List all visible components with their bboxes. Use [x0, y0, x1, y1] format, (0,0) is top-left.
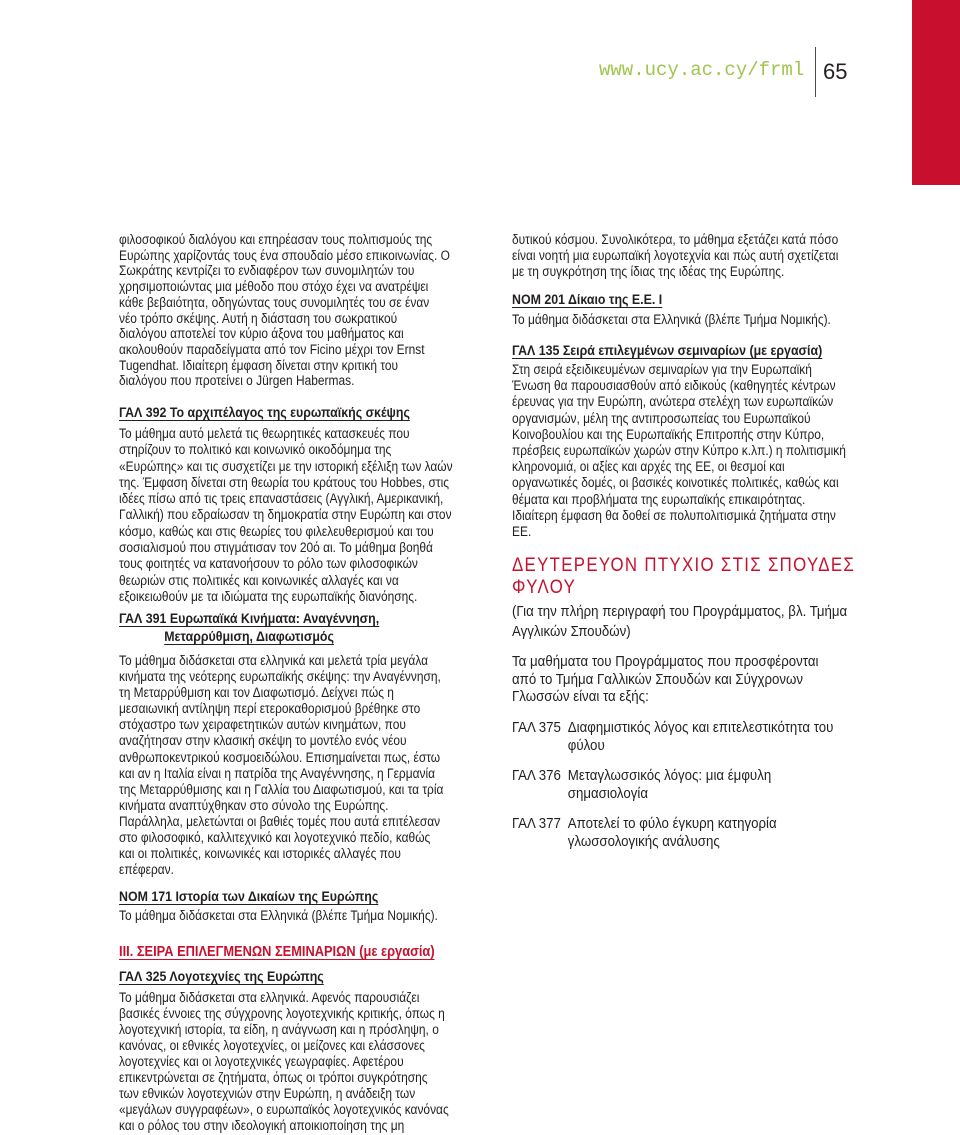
text-line: μεσαιωνική αντίληψη περί ετεροκαθορισμού βρέθηκε στο [119, 701, 421, 717]
text-line: Το μάθημα αυτό μελετά τις θεωρητικές κατασκευές που [119, 426, 410, 441]
course-title [568, 719, 834, 755]
minor-course-row [512, 719, 833, 755]
text-line: «Ευρώπης» και τις συσχετίζει με την ιστορική εξέλιξη των λαών [119, 458, 453, 474]
text-line: χρησιμοποιώντας μια μέθοδο που στόχο έχει να ανατρέψει [119, 279, 429, 295]
text-line: γλωσσολογικής ανάλυσης [567, 833, 720, 850]
left-column [119, 0, 473, 1135]
text-line: Tugendhat. Ιδιαίτερη έμφαση δίνεται στην κριτική του [119, 357, 399, 373]
text-line: λογοτεχνική ιστορία, τα είδη, η ανάγνωση και η πρόσληψη, ο [119, 1022, 439, 1037]
text-line: Ένωση θα παρουσιασθούν από ειδικούς (καθηγητές κέντρων [512, 378, 836, 394]
text-line: κάθε βεβαιότητα, οδηγώντας τους συνομιλητές του σε έναν [119, 294, 430, 310]
text-line: τη Μεταρρύθμιση και τον Διαφωτισμό. Δείχνει πώς η [119, 685, 394, 701]
text-line: και ο ρόλος του στην ιδεολογική αποικιοποίηση της μη [119, 1118, 405, 1133]
text-line: Το μάθημα διδάσκεται στα ελληνικά. Αφενός παρουσιάζει [119, 990, 420, 1005]
text-line: διαλόγου αποτελεί τον κύριο άξονα του μαθήματος και [119, 326, 404, 342]
text-line: κινήματα της νεότερης ευρωπαϊκής σκέψης: την Αναγέννηση, [119, 669, 441, 685]
text-line: ΔΕΥΤΕΡΕΥΟΝ ΠΤΥΧΙΟ ΣΤΙΣ ΣΠΟΥΔΕΣ [512, 555, 856, 576]
text-line: κινήματα αναπτύχθηκαν στο σύνολο της Ευρώπης. [119, 797, 389, 813]
text-line: Γλωσσών είναι τα εξής: [512, 688, 649, 705]
text-line: φιλοσοφικού διαλόγου και επηρέασαν τους πολιτισμούς της [119, 232, 433, 247]
right-column [512, 0, 866, 1135]
course-description-gal392 [119, 426, 453, 605]
minor-course-row [512, 815, 777, 851]
course-heading-gal135: ΓΑΛ 135 Σειρά επιλεγμένων σεμιναρίων (με εργασία) [512, 342, 823, 358]
text-line: είναι νοητή μια ευρωπαϊκή λογοτεχνία και πώς αυτή σχετίζεται [512, 248, 839, 263]
text-line: των εθνικών λογοτεχνιών στην Ευρώπη, η ανάδειξη των [119, 1086, 416, 1101]
text-line: Ιδιαίτερη έμφαση θα δοθεί σε πολυπολιτισμικά ζητήματα στην [512, 507, 836, 523]
text-line: επικεντρώνεται σε ζητήματα, όπως οι τρόποι συγκρότησης [119, 1070, 428, 1085]
text-line: Κοινοβουλίου και της Ευρωπαϊκής Επιτροπής στην Κύπρο, [512, 426, 825, 442]
section-heading-iii: III. ΣΕΙΡΑ ΕΠΙΛΕΓΜΕΝΩΝ ΣΕΜΙΝΑΡΙΩΝ (με εργασία) [119, 944, 435, 960]
text-line: στο φιλοσοφικό, καλλιτεχνικό και λογοτεχνικό πεδίο, καθώς [119, 830, 431, 846]
text-line: ακολουθούν παραδείγματα από τον Ficino μέχρι τον Ernst [119, 341, 425, 357]
text-line: κληρονομιά, οι αξίες και αρχές της ΕΕ, οι θεσμοί και [512, 459, 785, 475]
text-line: φύλου [567, 737, 605, 754]
course-heading-nom201: ΝΟΜ 201 Δίκαιο της Ε.Ε. Ι [512, 291, 663, 307]
text-line: Το μάθημα διδάσκεται στα Ελληνικά (βλέπε Τμήμα Νομικής). [512, 312, 831, 327]
text-line: νέο τρόπο σκέψης. Αυτή η διάσταση του σωκρατικού [119, 310, 398, 326]
text-line: Αγγλικών Σπουδών) [512, 623, 631, 640]
text-line: Το μάθημα διδάσκεται στα ελληνικά και μελετά τρία μεγάλα [119, 653, 429, 668]
text-line: σοσιαλισμού που στιγμάτισαν τον 20ό αι. Το μάθημα βοηθά [119, 540, 433, 556]
course-description-nom171 [119, 908, 438, 924]
text-line: βασικές έννοιες της σύγχρονης λογοτεχνικής κριτικής, όπως η [119, 1006, 445, 1021]
text-line: θεωριών στις πολιτικές και κοινωνικές αλλαγές και να [119, 572, 399, 588]
text-line: Ευρώπης χαρίζοντάς τους ένα σπουδαίο μέσο επικοινωνίας. Ο [119, 247, 450, 263]
text-line: λογοτεχνίες και οι λογοτεχνικές γεωγραφίες. Αφετέρου [119, 1054, 404, 1069]
text-line: ΦΥΛΟΥ [512, 577, 577, 598]
minor-course-row [512, 767, 771, 803]
text-line: «μεγάλων συγγραφέων», ο ευρωπαϊκός λογοτεχνικός κανόνας [119, 1102, 449, 1117]
course-title [568, 767, 771, 803]
text-line: αναζήτησαν στην κλασική σκέψη το μοντέλο ενός νέου [119, 733, 407, 749]
text-line: σημασιολογία [567, 785, 649, 802]
text-line: και οι πολιτικές, κοινωνικές και ιστορικές αλλαγές που [119, 846, 401, 862]
text-line: οργανωτικές δομές, οι βασικές κοινοτικές πολιτικές, καθώς και [512, 475, 839, 491]
text-line: της Μεταρρύθμισης και η Γαλλία του Διαφωτισμού, και τα τρία [119, 781, 444, 797]
course-heading-gal392: ΓΑΛ 392 Το αρχιπέλαγος της ευρωπαϊκής σκέψης [119, 404, 410, 420]
text-line: ανθρωποκεντρικού κοσμοειδώλου. Επισημαίνεται πως, έστω [119, 749, 441, 765]
text-line: θέματα και προβλήματα της ευρωπαϊκής επικαιρότητας. [512, 491, 806, 507]
course-heading-gal325: ΓΑΛ 325 Λογοτεχνίες της Ευρώπης [119, 968, 324, 984]
page-number: 65 [823, 59, 848, 84]
text-line: έρευνας για την Ευρώπη, ανώτερα στελέχη των ευρωπαϊκών [512, 394, 834, 410]
text-line: και αν η Ιταλία είναι η πατρίδα της Αναγέννησης, η Γερμανία [119, 765, 436, 781]
text-line: ΕΕ. [512, 524, 532, 540]
text-line: με τη συγκρότηση της ίδιας της ιδέας της Ευρώπης. [512, 264, 785, 279]
text-line: από το Τμήμα Γαλλικών Σπουδών και Σύγχρονων [512, 670, 804, 688]
text-line: επέφεραν. [119, 862, 174, 878]
text-line: (Για την πλήρη περιγραφή του Προγράμματος, βλ. Τμήμα [512, 603, 848, 620]
text-line: διαλόγου που προτείνει ο Jürgen Habermas. [119, 373, 355, 389]
course-code: ΓΑΛ 376 [512, 767, 561, 784]
text-line: ιδέες πίσω από τις τρεις επαναστάσεις (Αγγλική, Αμερικανική, [119, 491, 444, 507]
text-line: Στη σειρά εξειδικευμένων σεμιναρίων για την Ευρωπαϊκή [512, 362, 812, 377]
course-heading-nom171: ΝΟΜ 171 Ιστορία των Δικαίων της Ευρώπης [119, 888, 379, 904]
course-code: ΓΑΛ 377 [512, 815, 561, 832]
text-line: Μεταρρύθμιση, Διαφωτισμός [164, 628, 334, 644]
course-description-gal135 [512, 362, 846, 540]
minor-degree-intro [512, 653, 818, 706]
text-line: Διαφημιστικός λόγος και επιτελεστικότητα του [567, 719, 834, 736]
text-line: Το μάθημα διδάσκεται στα Ελληνικά (βλέπε Τμήμα Νομικής). [119, 908, 438, 923]
text-line: Παράλληλα, μελετώνται οι βαθιές τομές που αυτά επιτέλεσαν [119, 813, 441, 829]
course-heading-gal391 [119, 609, 379, 645]
text-line: Μεταγλωσσικός λόγος: μια έμφυλη [567, 767, 772, 784]
text-line: πρέσβεις ευρωπαϊκών χωρών στην Κύπρο κ.λπ.) η πολιτισμική [512, 443, 846, 459]
text-line: οργανισμών, μέλη της αντιπροσωπείας του Ευρωπαϊκού [512, 410, 811, 426]
text-line: Γαλλική) που εδραίωσαν τη δημοκρατία στην Ευρώπη και στον [119, 507, 452, 523]
text-line: κόσμο, καθώς και στις θεωρίες του φιλελευθερισμού και του [119, 523, 434, 539]
minor-degree-note [512, 602, 847, 642]
text-line: της. Έμφαση δίνεται στη θεωρία του κράτους του Hobbes, στις [119, 474, 449, 490]
course-code: ΓΑΛ 375 [512, 719, 561, 736]
text-line: δυτικού κόσμου. Συνολικότερα, το μάθημα εξετάζει κατά πόσο [512, 232, 839, 247]
website-url: www.ucy.ac.cy/frml [599, 59, 805, 81]
text-line: Αποτελεί το φύλο έγκυρη κατηγορία [567, 815, 777, 832]
course-description-gal325 [119, 990, 449, 1134]
text-line: κανόνας, οι εθνικές λογοτεχνίες, οι μείζονες και ελάσσονες [119, 1038, 425, 1053]
text-line: Τα μαθήματα του Προγράμματος που προσφέρονται [512, 653, 819, 670]
course-title [568, 815, 777, 851]
text-line: Σωκράτης κεντρίζει το ενδιαφέρον των συνομιλητών του [119, 263, 415, 279]
text-line: τους φοιτητές να κατανοήσουν το ρόλο των φιλοσοφικών [119, 556, 418, 572]
course-description-nom201 [512, 312, 831, 328]
course-description-gal391 [119, 653, 443, 878]
text-line: εξοικειωθούν με τα ιδιώματα της ευρωπαϊκής διανόησης. [119, 588, 418, 604]
text-line: στόχαστρο των χειραφετητικών αυτών κινημάτων, που [119, 717, 406, 733]
intro-paragraph [119, 232, 450, 389]
minor-degree-title [512, 555, 855, 599]
accent-bar [912, 0, 960, 185]
text-line: ΓΑΛ 391 Ευρωπαϊκά Κινήματα: Αναγέννηση, [119, 610, 380, 626]
text-line: στηρίζουν το πολιτικό και κοινωνικό οικοδόμημα της [119, 442, 392, 458]
continued-paragraph [512, 232, 838, 280]
